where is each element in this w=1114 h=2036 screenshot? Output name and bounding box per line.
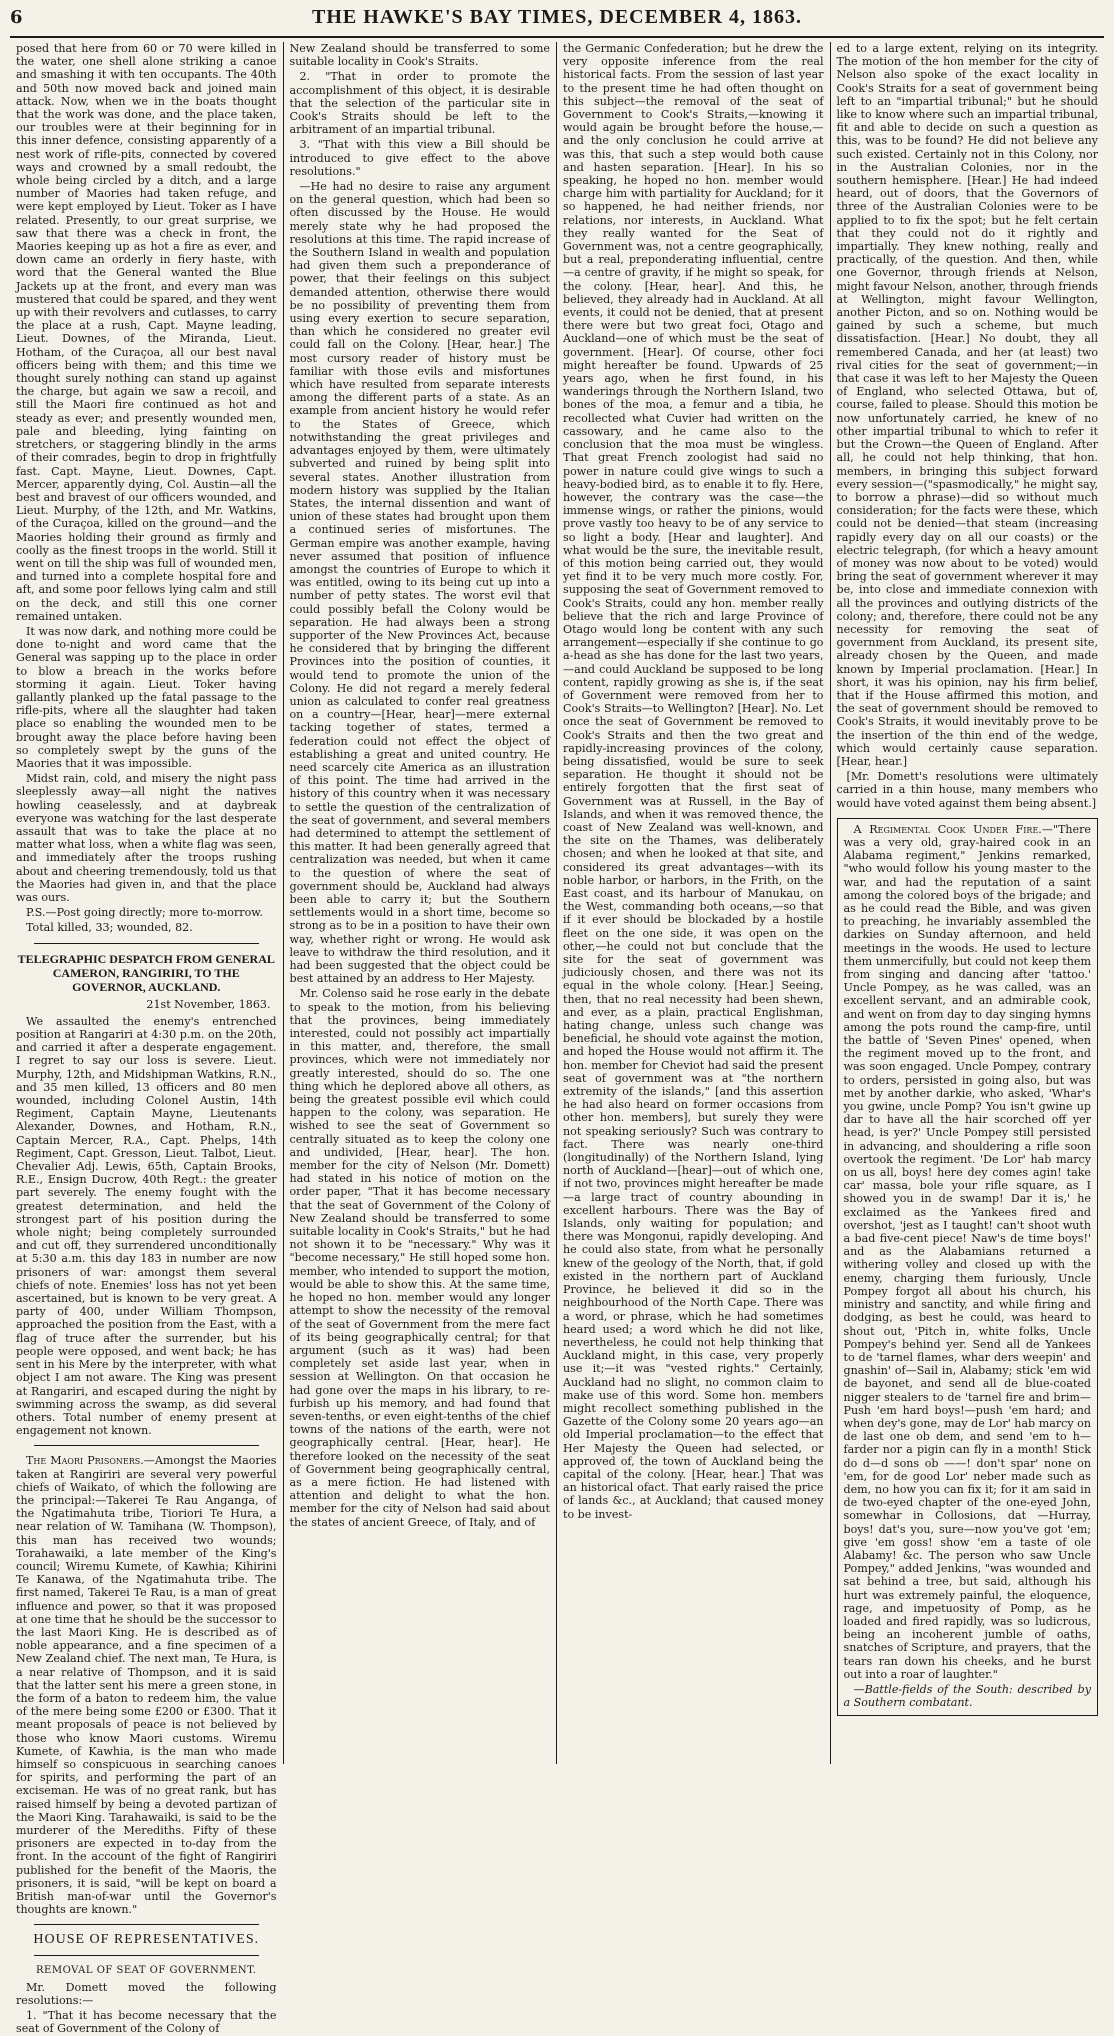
masthead-title: THE HAWKE'S BAY TIMES, DECEMBER 4, 1863. (312, 6, 802, 28)
divider (34, 1445, 259, 1446)
column-3 (557, 42, 831, 1764)
removal-subhead: REMOVAL OF SEAT OF GOVERNMENT. (36, 1964, 257, 1976)
paragraph: ed to a large extent, relying on its integrity. The motion of the hon member for the city of Nelson also spoke of the exact locality in Cook's Straits for a seat of government being left to an "impartial tribunal;" but he should like to know where such an impartial tribunal, fit and able to decide on such a question as this, was to be found? He did not believe any such existed. Certainly not in this Colony, nor in the Australian Colonies, nor in the southern hemisphere. [Hear.] He had indeed heard, out of doors, that the Governors of three of the Australian Colonies were to be applied to to fix the spot; but he felt certain that they could not do it rightly and impartially. They knew nothing, really and practically, of the question. And then, while one Governor, through friends at Nelson, might favour Nelson, another, through friends at Wellington, might favour Wellington, another Picton, and so on. Nothing would be gained by such a scheme, but much dissatisfaction. [Hear.] No doubt, they all remembered Canada, and her (at least) two rival cities for the seat of government;—in that case it was left to her Majesty the Queen of England, who selected Ottawa, but of, course, failed to please. Should this motion be now unfortunately carried, he knew of no other impartial tribunal to which to refer it but the Crown—the Queen of England. After all, he could not help thinking, that hon. members, in bringing this subject forward every session—("spasmodically," he might say, to borrow a phrase)—did so without much consideration; for the facts were these, which could not be denied—that steam (increasing rapidly every day on all our coasts) or the electric telegraph, (for which a heavy amount of money was now about to be voted) would bring the seat of government wherever it may be, into close and immediate connexion with all the provinces and outlying districts of the colony; and, therefore, there could not be any necessity for removing the seat of government from Auckland, its present site, already chosen by the Queen, and made known by Imperial proclamation. [Hear.] In short, it was his opinion, nay his firm belief, that if the House affirmed this motion, and the seat of government should be removed to Cook's Straits, it would inevitably prove to be the insertion of the thin end of the wedge, which would certainly cause separation. [Hear, hear.] (836, 42, 1098, 768)
paragraph: It was now dark, and nothing more could be done to-night and word came that the General was sapping up to the place in order to blow a breach in the works before storming it again. Lieut. Toker having gallantly planked up the fatal passage to the rifle-pits, where all the slaughter had taken place so enabling the wounded men to be brought away the place before having been so completely swept by the guns of the Maories that it was impossible. (16, 624, 277, 770)
story-paragraph (844, 823, 1092, 1681)
divider (34, 1955, 259, 1956)
paragraph: We assaulted the enemy's entrenched position at Rangariri at 4:30 p.m. on the 20th, and carried it after a desperate engagement. I regret to say our loss is severe. Lieut. Murphy, 12th, and Midshipman Watkins, R.N., and 35 men killed, 13 officers and 80 men wounded, including Colonel Austin, 14th Regiment, Captain Mayne, Lieutenants Alexander, Downes, and Hotham, R.N., Captain Mercer, R.A., Capt. Phelps, 14th Regiment, Capt. Gresson, Lieut. Talbot, Lieut. Chevalier Adj. Lewis, 65th, Captain Brooks, R.E., Ensign Ducrow, 40th Regt.: the greater part severely. The enemy fought with the greatest determination, and held the strongest part of his position during the whole night; being completely surrounded and cut off, they surrendered unconditionally at 5:30 a.m. this day 183 in number are now prisoners of war: amongst them several chiefs of note. Enemies' loss has not yet been ascertained, but is known to be very great. A party of 400, under William Thompson, approached the position from the East, with a flag of truce after the surrender, but his people were opposed, and went back; he has sent in his Mere by the interpreter, with what object I am not aware. The King was present at Rangariri, and escaped during the night by swimming across the swamp, as did several others. Total number of enemy present at engagement not known. (16, 1014, 277, 1438)
regimental-cook-story (837, 818, 1099, 1717)
postscript: P.S.—Post going directly; more to-morrow. (26, 906, 263, 920)
paragraph: —He had no desire to raise any argument on the general question, which had been so often discussed by the House. He would merely state why he had proposed the resolutions at this time. The rapid increase of the Southern Island in wealth and population had given them such a preponderance of power, that their feelings on this subject demanded attention, otherwise there would be no possibility of preventing them from using every exertion to secure separation, than which he considered no greater evil could fall on the Colony. [Hear, hear.] The most cursory reader of history must be familiar with those evils and misfortunes which have resulted from separate interests among the different parts of a state. As an example from ancient history he would refer to the States of Greece, which notwithstanding the great privileges and advantages enjoyed by them, were ultimately subverted and ruined by being split into several states. Another illustration from modern history was supplied by the Italian States, the internal dissention and want of union of these states had brought upon them a continued series of misfortunes. The German empire was another example, having never assumed that position of influence amongst the countries of Europe to which it was entitled, owing to its being cut up into a number of petty states. The worst evil that could possibly befall the Colony would be separation. He had always been a strong supporter of the New Provinces Act, because he considered that by bringing the different Provinces into the position of counties, it would tend to promote the union of the Colony. He did not regard a merely federal union as calculated to confer real greatness on a country—[Hear, hear]—mere external tacking together of states, termed a federation could not effect the object of establishing a great and united country. He need scarcely cite America as an illustration of this point. The time had arrived in the history of this country when it was necessary to settle the question of the centralization of the seat of government, and several members had determined to attempt the settlement of this matter. It had been generally agreed that centralization was needed, but when it came to the question of where the seat of government should be, Auckland had always been able to carry it; but the Southern settlements would in a short time, become so strong as to be in a position to have their own way, whether right or wrong. He would ask leave to withdraw the third resolution, and it had been suggested that the object could be best attained by an address to Her Majesty. (289, 180, 550, 986)
dateline: 21st November, 1863. (146, 997, 271, 1011)
paragraph: Mr. Domett moved the following resolutions:— (16, 1980, 277, 2008)
paragraph: New Zealand should be transferred to some suitable locality in Cook's Straits. (289, 42, 550, 69)
paragraph: posed that here from 60 or 70 were killed in the water, one shell alone striking a canoe and smashing it with ten occupants. The 40th and 50th now moved back and joined main attack. Now, when we in the boats thought that the work was done, and the place taken, our troubles were at their beginning for in this inner defence, consisting apparently of a nest work of rifle-pits, connected by covered ways and crowned by a small redoubt, the whole being circled by a ditch, and a large number of Maories had taken refuge, and were kept employed by Lieut. Toker as I have related. Presently, to our great surprise, we saw that there was a check in front, the Maories keeping up as hot a fire as ever, and down came an orderly in fiery haste, with word that the General wanted the Blue Jackets up at the front, and every man was mustered that could be spared, and they went up with their revolvers and cutlasses, to carry the place at a rush, Capt. Mayne leading, Lieut. Downes, of the Miranda, Lieut. Hotham, of the Curaçoa, all our best naval officers being with them; and this time we thought surely nothing can stand up against the charge, but again we saw a recoil, and still the Maori fire continued as hot and steady as ever; and presently wounded men, pale and bleeding, lying fainting on stretchers, or staggering blindly in the arms of their comrades, begin to drop in frightfully fast. Capt. Mayne, Lieut. Downes, Capt. Mercer, apparently dying, Col. Austin—all the best and bravest of our officers wounded, and Lieut. Murphy, of the 12th, and Mr. Watkins, of the Curaçoa, killed on the ground—and the Maories holding their ground as firmly and coolly as the finest troops in the world. Still it went on till the ship was full of wounded men, and turned into a complete hospital fore and aft, and some poor fellows lying calm and still on the deck, and still this one corner remained untaken. (16, 42, 277, 623)
column-4 (831, 42, 1105, 1764)
column-1 (10, 42, 284, 2036)
paragraph: the Germanic Confederation; but he drew the very opposite inference from the real historical facts. From the session of last year to the present time he had often thought on this subject—the removal of the seat of Government to Cook's Straits,—knowing it would again be brought before the house,—and the only conclusion he could arrive at was this, that such a step would both cause and hasten separation. [Hear]. In his so speaking, he hoped no hon. member would charge him with partiality for Auckland; for it so happened, he had neither friends, nor relations, nor interests, in Auckland. What they really wanted for the Seat of Government was, not a centre geographically, but a real, preponderating influential, centre—a centre of gravity, if he might so speak, for the colony. [Hear, hear]. And this, he believed, they already had in Auckland. At all events, it could not be denied, that at present there were but two great foci, Otago and Auckland—one of which must be the seat of government. [Hear]. Of course, other foci might hereafter be found. Upwards of 25 years ago, when he first found, in his wanderings through the Northern Island, two bones of the moa, a femur and a tibia, he recollected what Cuvier had written on the cassowary, and he came also to the conclusion that the moa must be wingless. That great French zoologist had said no power in nature could give wings to such a heavy-bodied bird, as to enable it to fly. Here, however, the contrary was the case—the immense wings, or rather the pinions, would prove vastly too heavy to be of any service to so light a body. [Hear and laughter]. And what would be the sure, the inevitable result, of this motion being carried out, they would yet find it to be very much more costly. For, supposing the seat of Government removed to Cook's Straits, could any hon. member really believe that the rich and large Province of Otago would long be content with any such arrangement—especially if she continue to go a-head as she has done for the last two years,—and could Auckland be supposed to be long content, rapidly growing as she is, if the seat of Government were removed from her to Cook's Straits—to Wellington? [Hear]. No. Let once the seat of Government be removed to Cook's Straits and then the two great and rapidly-increasing provinces of the colony, being dissatisfied, would be sure to seek separation. He thought it should not be entirely forgotten that the first seat of Government was at Russell, in the Bay of Islands, and when it was removed thence, the coast of New Zealand was well-known, and the site on the Thames, was deliberately chosen; and when he looked at that site, and considered its great advantages—with its noble harbor, or harbors, in the Frith, on the East coast, and its harbour of Manukau, on the West, commanding both oceans,—so that if it ever should be blockaded by a hostile fleet on the one side, it was open on the other,—he could not but conclude that the site for the seat of government was judiciously chosen, and there was not its equal in the whole colony. [Hear.] Seeing, then, that no real necessity had been shewn, and ever, as a plain, practical Englishman, hating change, unless such change was beneficial, he should vote against the motion, and hoped the House would not affirm it. The hon. member for Cheviot had said the present seat of government was at "the northern extremity of the islands," [and this assertion he had also heard on former occasions from other hon. members], but surely they were not speaking seriously? Such was contrary to fact. There was nearly one-third (longitudinally) of the Northern Island, lying north of Auckland—[hear]—out of which one, if not two, provinces might hereafter be made—a large tract of country abounding in excellent harbours. There was the Bay of Islands, only waiting for population; and there was Mongonui, rapidly developing. And he could also state, from what he personally knew of the geology of the North, that, if gold existed in the northern part of Auckland Province, he believed it did so in the neighbourhood of the North Cape. There was a word, or phrase, which he had sometimes heard used; a word which he did not like, nevertheless, he could not help thinking that Auckland might, in this case, very properly use it;—it was "vested rights." Certainly, Auckland had no slight, no common claim to make use of this word. Some hon. members might recollect something published in the Gazette of the Colony some 20 years ago—an old Imperial proclamation—to the effect that Her Majesty the Queen had selected, or approved of, the town of Auckland being the capital of the colony. [Hear, hear.] That was an historical ofact. That early raised the price of lands &c., at Auckland; that caused money to be invest- (563, 42, 824, 1521)
prisoners-paragraph (16, 1454, 277, 1916)
columns (10, 42, 1104, 2036)
masthead (10, 6, 1104, 38)
page-number: 6 (10, 7, 23, 28)
paragraph: 1. "That it has become necessary that the seat of Government of the Colony of (16, 2009, 277, 2036)
casualty-total: Total killed, 33; wounded, 82. (26, 921, 193, 935)
paragraph: 3. "That with this view a Bill should be introduced to give effect to the above resolutions." (289, 138, 550, 178)
paragraph: 2. "That in order to promote the accomplishment of this object, it is desirable that the selection of the particular site in Cook's Straits should be left to the arbitrament of an impartial tribunal. (289, 70, 550, 137)
story-text: —"There was a very old, gray-haired cook in an Alabama regiment," Jenkins remarked, "who would follow his young master to the war, and had the reputation of a saint among the colored boys of the brigade; and as he could read the Bible, and was given to preaching, he invariably assembled the darkies on Sunday afternoon, and held meetings in the woods. He used to lecture them unmercifully, but could not keep them from singing and dancing after 'tattoo.' Uncle Pompey, as he was called, was an excellent servant, and an admirable cook, and went on from day to day singing hymns among the pots round the camp-fire, until the battle of 'Seven Pines' opened, when the regiment moved up to the front, and was soon engaged. Uncle Pompey, contrary to orders, persisted in going also, but was met by another darkie, who asked, 'Whar's you gwine, uncle Pomp? You isn't gwine up dar to have all the hair scorched off yer head, is yer?' Uncle Pompey still persisted in advancing, and shouldering a rifle soon overtook the regiment. 'De Lor' hab marcy on us all, boys! here dey comes agin! take car' massa, bole your rifle square, as I showed you in de swamp! Dar it is,' he exclaimed as the Yankees fired and overshot, 'jest as I taught! can't shoot wuth a bad five-cent piece! Naw's de time boys!' and as the Alabamians returned a withering volley and closed up with the enemy, charging them furiously, Uncle Pompey forgot all about his church, his ministry and sanctity, and while firing and dodging, as best he could, was heard to shout out, 'Pitch in, white folks, Uncle Pompey's behind yer. Send all de Yankees to de 'tarnel flames, whar ders weepin' and gnashin' of—Sail in, Alabamy; stick 'em wid de bayonet, and send all de blue-coated nigger stealers to de 'tarnel fire and brim—Push 'em hard boys!—push 'em hard; and when dey's gone, may de Lor' hab marcy on de last one ob dem, and send 'em to h— farder nor a pigin can fly in a month! Stick do d—d sons ob ——! don't spar' none on 'em, for de good Lor' neber made such as dem, no how you can fix it; for it am said in de two-eyed chapter of the one-eyed John, somewhar in Collosions, dat —Hurray, boys! dat's you, sure—now you've got 'em; give 'em goss! show 'em a taste of ole Alabamy! &c. The person who saw Uncle Pompey," added Jenkins, "was wounded and sat behind a tree, but said, although his hurt was extremely painful, the eloquence, rage, and impetuosity of Pomp, as he loaded and fired rapidly, was so ludicrous, being an incoherent jumble of oaths, snatches of Scripture, and prayers, that the tears ran down his cheeks, and he burst out into a roar of laughter." (843, 822, 1091, 1681)
paragraph: Midst rain, cold, and misery the night pass sleeplessly away—all night the natives howling ceaselessly, and at daybreak everyone was watching for the last desperate assault that was to take the place at no matter what loss, when a white flag was seen, and immediately after the troops rushing about and cheering tremendously, told us that the Maories had given in, and that the place was ours. (16, 772, 277, 904)
paragraph: [Mr. Domett's resolutions were ultimately carried in a thin house, many members who would have voted against them being absent.] (836, 770, 1098, 810)
divider (34, 1924, 259, 1925)
telegraph-headline: TELEGRAPHIC DESPATCH FROM GENERAL CAMERON, RANGIRIRI, TO THE GOVERNOR, AUCKLAND. (17, 951, 275, 994)
divider (34, 943, 259, 944)
house-headline: HOUSE OF REPRESENTATIVES. (33, 1932, 260, 1948)
column-2 (284, 42, 558, 1764)
prisoners-lead: The Maori Prisoners. (26, 1454, 144, 1468)
prisoners-text: —Amongst the Maories taken at Rangiriri are several very powerful chiefs of Waikato, of which the following are the principal:—Takerei Te Rau Anganga, of the Ngatimahuta tribe, Tioriori Te Hura, a near relation of W. Tamihana (W. Thompson), this man has received two wounds; Torahawaiki, a late member of the King's council; Wiremu Kumete, of Kawhia; Kihirini Te Kanawa, of the Ngatimahuta tribe. The first named, Takerei Te Rau, is a man of great influence and power, so that it was proposed at one time that he should be the successor to the last Maori King. He is described as of noble appearance, and a fine specimen of a New Zealand chief. The next man, Te Hura, is a near relative of Thompson, and it is said that the latter sent his mere a green stone, in the form of a baton to redeem him, the value of the mere being some £200 or £300. That it meant proposals of peace is not believed by those who know Maori customs. Wiremu Kumete, of Kawhia, is the man who made himself so conspicuous in searching canoes for spirits, and performing the part of an exciseman. He was of no great rank, but has raised himself by being a devoted partizan of the Maori King. Tarahawaiki, is said to be the murderer of the Merediths. Fifty of these prisoners are expected in to-day from the front. In the account of the fight of Rangiriri published for the benefit of the Maoris, the prisoners, it is said, "will be kept on board a British man-of-war until the Governor's thoughts are known." (16, 1454, 277, 1917)
paragraph: Mr. Colenso said he rose early in the debate to speak to the motion, from his believing that the provinces, being immediately interested, could not possibly act impartially in this matter, and, therefore, the small provinces, which were not immediately nor greatly interested, should do so. The one thing which he deplored above all others, as being the greatest possible evil which could happen to the colony, was separation. He wished to see the seat of Government so centrally situated as to keep the colony one and undivided, [Hear, hear]. The hon. member for the city of Nelson (Mr. Domett) had stated in his notice of motion on the order paper, "That it has become necessary that the seat of Government of the Colony of New Zealand should be transferred to some suitable locality in Cook's Straits," but he had not shown it to be "necessary." Why was it "become necessary," He still hoped some hon. member, who intended to support the motion, would be able to show this. At the same time, he hoped no hon. member would any longer attempt to show the necessity of the removal of the seat of Government from the mere fact of its being geographically central; for that argument (such as it was) had been completely set aside last year, when in session at Wellington. On that occasion he had gone over the maps in his library, to re-furbish up his memory, and had found that seven-tenths, or even eight-tenths of the chief towns of the nations of the earth, were not geographically central. [Hear, hear]. He therefore looked on the necessity of the seat of Government being geographically central, as a mere fiction. He had listened with attention and delight to what the hon. member for the city of Nelson had said about the states of ancient Greece, of Italy, and of (289, 987, 550, 1529)
story-lead: A Regimental Cook Under Fire. (853, 822, 1042, 836)
attribution: —Battle-fields of the South: described by a Southern combatant. (843, 1682, 1091, 1710)
